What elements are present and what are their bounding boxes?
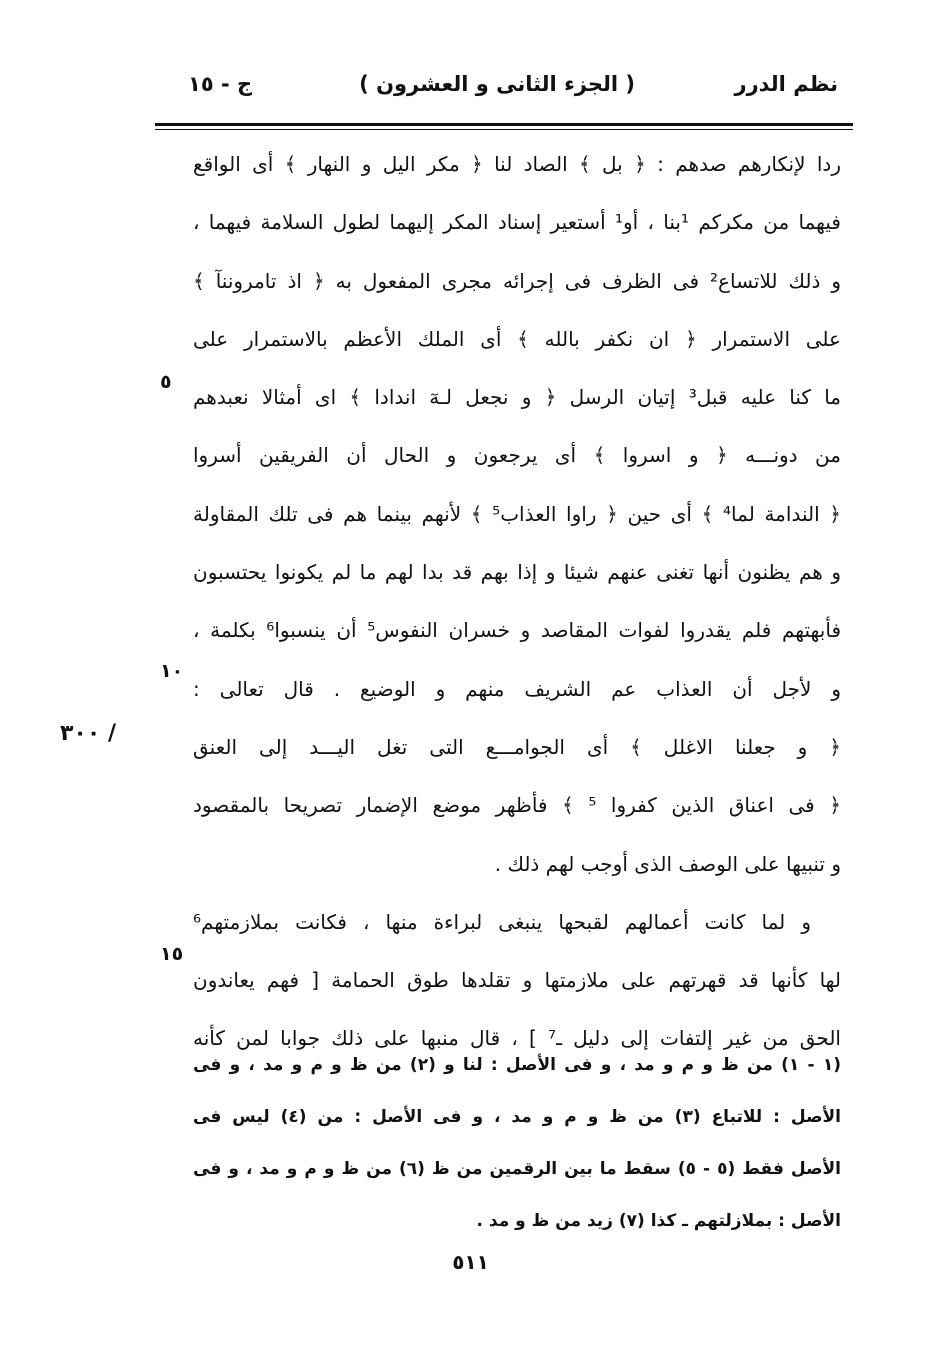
text-line: فأبهتهم فلم يقدروا لفوات المقاصد و خسران النفوس⁵ أن ينسبوا⁶ بكلمة ، <box>193 618 841 643</box>
header-rule-thin <box>155 129 853 130</box>
footnote-line: الأصل : للاتباع (٣) من ظ و م و مد ، و فى الأصل : من (٤) ليس فى <box>193 1107 841 1127</box>
text-line: و ذلك للاتساع² فى الظرف فى إجرائه مجرى المفعول به ﴿ اذ تامروننآ ﴾ <box>193 268 841 293</box>
text-line: و هم يظنون أنها تغنى عنهم شيئا و إذا بهم قد بدا لهم ما لم يكونوا يحتسبون <box>193 560 841 585</box>
main-text <box>193 142 841 1075</box>
text-line: و لأجل أن العذاب عم الشريف منهم و الوضيع . قال تعالى : <box>193 676 841 701</box>
footnote-line: الأصل فقط (٥ - ٥) سقط ما بين الرقمين من ظ (٦) من ظ و م و مد ، و فى <box>193 1159 841 1179</box>
text-line: لها كأنها قد قهرتهم على ملازمتها و تقلدها طوق الحمامة [ فهم يعاندون <box>193 968 841 993</box>
text-line: الحق من غير إلتفات إلى دليل ـ⁷ ] ، قال منبها على ذلك جوابا لمن كأنه <box>193 1026 841 1051</box>
volume-label: ج - ١٥ <box>188 72 253 96</box>
text-line: و تنبيها على الوصف الذى أوجب لهم ذلك . <box>494 851 841 876</box>
text-line: ﴿ و جعلنا الاغلل ﴾ أى الجوامـــع التى تغل اليـــد إلى العنق <box>193 734 841 759</box>
text-line: على الاستمرار ﴿ ان نكفر بالله ﴾ أى الملك الأعظم بالاستمرار على <box>193 326 841 351</box>
line-number-10: ١٠ <box>160 660 184 682</box>
page-header <box>160 72 850 112</box>
text-line: ما كنا عليه قبل³ إتيان الرسل ﴿ و نجعل لـهٓ اندادا ﴾ اى أمثالا نعبدهم <box>193 385 841 410</box>
footnote-line: (١ - ١) من ظ و م و مد ، و فى الأصل : لنا و (٢) من ظ و م و مد ، و فى <box>193 1055 841 1075</box>
margin-page-reference: / ٣٠٠ <box>60 721 116 746</box>
text-line: ﴿ فى اعناق الذين كفروا ⁵ ﴾ فأظهر موضع الإضمار تصريحا بالمقصود <box>193 793 841 818</box>
footnotes <box>193 1047 841 1255</box>
text-line: فيهما من مكركم ¹بنا ، أو¹ أستعير إسناد المكر إليهما لطول السلامة فيهما ، <box>193 210 841 235</box>
line-number-5: ٥ <box>160 371 172 393</box>
part-title: ( الجزء الثانى و العشرون ) <box>359 72 635 96</box>
footnote-line: الأصل : بملازلتهم ـ كذا (٧) زيد من ظ و مد . <box>476 1211 841 1231</box>
running-title: نظم الدرر <box>734 72 838 96</box>
text-line: ﴿ الندامة لما⁴ ﴾ أى حين ﴿ راوا العذاب⁵ ﴾ لأنهم بينما هم فى تلك المقاولة <box>193 501 841 526</box>
text-line: من دونـــه ﴿ و اسروا ﴾ أى يرجعون و الحال أن الفريقين أسروا <box>193 443 841 468</box>
text-line: و لما كانت أعمالهم لقبحها ينبغى لبراءة منها ، فكانت بملازمتهم⁶ <box>193 909 811 934</box>
text-line: ردا لإنكارهم صدهم : ﴿ بل ﴾ الصاد لنا ﴿ مكر اليل و النهار ﴾ أى الواقع <box>193 152 841 176</box>
page-number: ٥١١ <box>452 1250 489 1274</box>
line-number-15: ١٥ <box>160 943 184 965</box>
header-rule-thick <box>155 123 853 126</box>
